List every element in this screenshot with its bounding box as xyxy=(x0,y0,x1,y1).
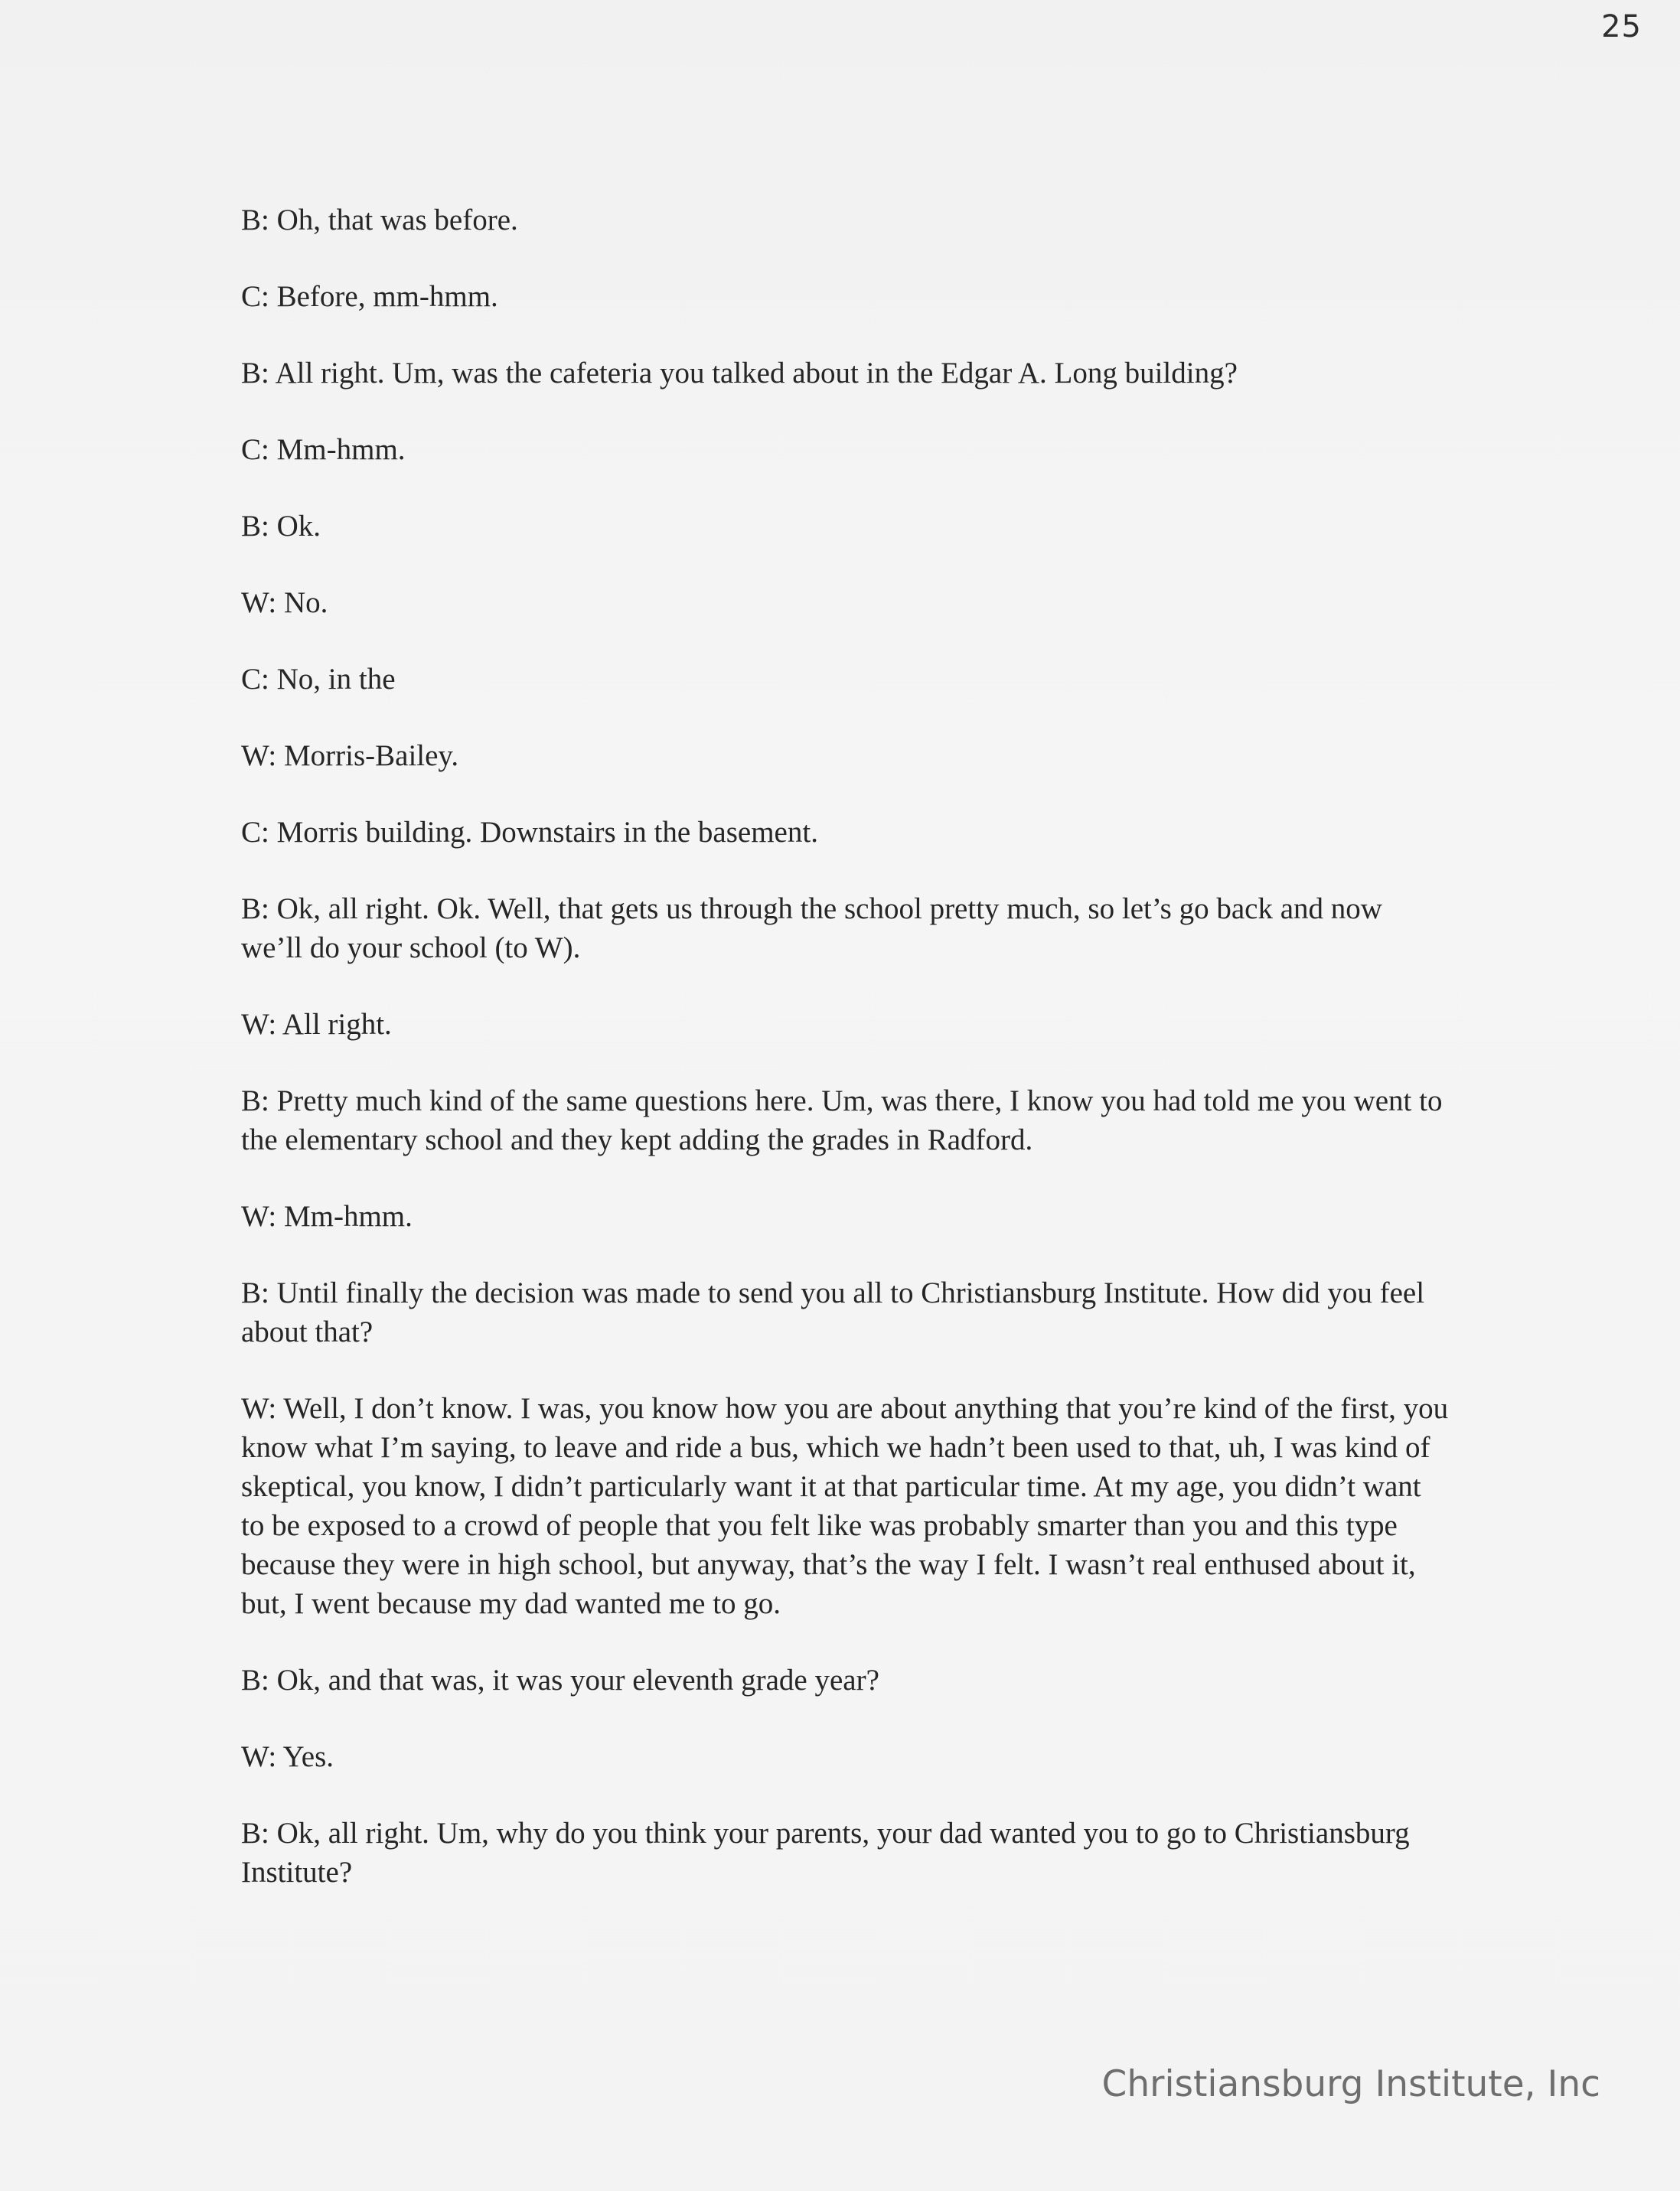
utterance-text: Well, I don’t know. I was, you know how you are about anything that you’re kind of the first, you know what I’m saying, to leave and ride a bus, which we hadn’t been used to that, uh, I was kind of skeptical, you know, I didn’t particularly want it at that particular time. At my age, you didn’t want to be exposed to a crowd of people that you felt like was probably smarter than you and this type because they were in high school, but anyway, that’s the way I felt. I wasn’t real enthused about it, but, I went because my dad wanted me to go. xyxy=(241,1392,1449,1620)
utterance-text: All right. xyxy=(282,1008,392,1041)
speaker-label: W : xyxy=(241,1008,282,1041)
utterance-text: Mm-hmm. xyxy=(283,1200,413,1233)
utterance-text: Ok, and that was, it was your eleventh grade year? xyxy=(276,1664,879,1697)
transcript-entry xyxy=(241,583,1450,622)
speaker-label: B : xyxy=(241,1084,277,1117)
transcript-entry xyxy=(241,1005,1450,1044)
speaker-label: W : xyxy=(241,1392,283,1425)
speaker-label: B : xyxy=(241,510,277,543)
transcript-entry xyxy=(241,1389,1450,1623)
utterance-text: All right. Um, was the cafeteria you talked about in the Edgar A. Long building? xyxy=(275,357,1238,390)
transcript-entry xyxy=(241,736,1450,775)
speaker-label: B : xyxy=(241,892,277,925)
transcript-entry xyxy=(241,1081,1450,1159)
transcript-entry xyxy=(241,507,1450,546)
speaker-label: B : xyxy=(241,1817,277,1850)
utterance-text: Mm-hmm. xyxy=(276,433,406,466)
utterance-text: Yes. xyxy=(282,1740,334,1773)
utterance-text: Before, mm-hmm. xyxy=(276,280,498,313)
speaker-label: W : xyxy=(241,739,284,772)
speaker-label: C : xyxy=(241,280,277,313)
utterance-text: Oh, that was before. xyxy=(276,204,518,236)
utterance-text: No, in the xyxy=(276,663,396,696)
speaker-label: C : xyxy=(241,663,277,696)
transcript-entry xyxy=(241,430,1450,469)
utterance-text: Until finally the decision was made to send you all to Christiansburg Institute. How did you feel about that? xyxy=(241,1276,1425,1348)
transcript-entry xyxy=(241,889,1450,967)
speaker-label: C : xyxy=(241,433,277,466)
speaker-label: W : xyxy=(241,1740,283,1773)
transcript-entry xyxy=(241,1273,1450,1351)
utterance-text: Ok, all right. Um, why do you think your parents, your dad wanted you to go to Christiansburg Institute? xyxy=(241,1817,1410,1889)
speaker-label: B : xyxy=(241,1276,277,1309)
transcript-entry xyxy=(241,201,1450,240)
transcript-entry xyxy=(241,277,1450,316)
utterance-text: Morris building. Downstairs in the basement. xyxy=(276,816,818,849)
watermark: Christiansburg Institute, Inc xyxy=(1101,2063,1600,2105)
speaker-label: W : xyxy=(241,586,284,619)
speaker-label: B : xyxy=(241,357,275,390)
page-number: 25 xyxy=(1601,9,1642,44)
speaker-label: B : xyxy=(241,1664,277,1697)
transcript-entry xyxy=(241,1737,1450,1776)
utterance-text: Morris-Bailey. xyxy=(283,739,459,772)
utterance-text: Ok, all right. Ok. Well, that gets us through the school pretty much, so let’s go back and now we’ll do your school (to W). xyxy=(241,892,1382,964)
utterance-text: Pretty much kind of the same questions here. Um, was there, I know you had told me you went to the elementary school and they kept adding the grades in Radford. xyxy=(241,1084,1443,1156)
speaker-label: B : xyxy=(241,204,277,236)
transcript-entry xyxy=(241,1814,1450,1892)
transcript-entry xyxy=(241,1661,1450,1700)
transcript-entry xyxy=(241,813,1450,852)
speaker-label: W : xyxy=(241,1200,284,1233)
utterance-text: No. xyxy=(283,586,328,619)
transcript-entry xyxy=(241,1197,1450,1236)
utterance-text: Ok. xyxy=(276,510,321,543)
transcript-entry xyxy=(241,660,1450,699)
transcript-entry xyxy=(241,354,1450,393)
speaker-label: C : xyxy=(241,816,277,849)
transcript xyxy=(241,201,1450,1929)
